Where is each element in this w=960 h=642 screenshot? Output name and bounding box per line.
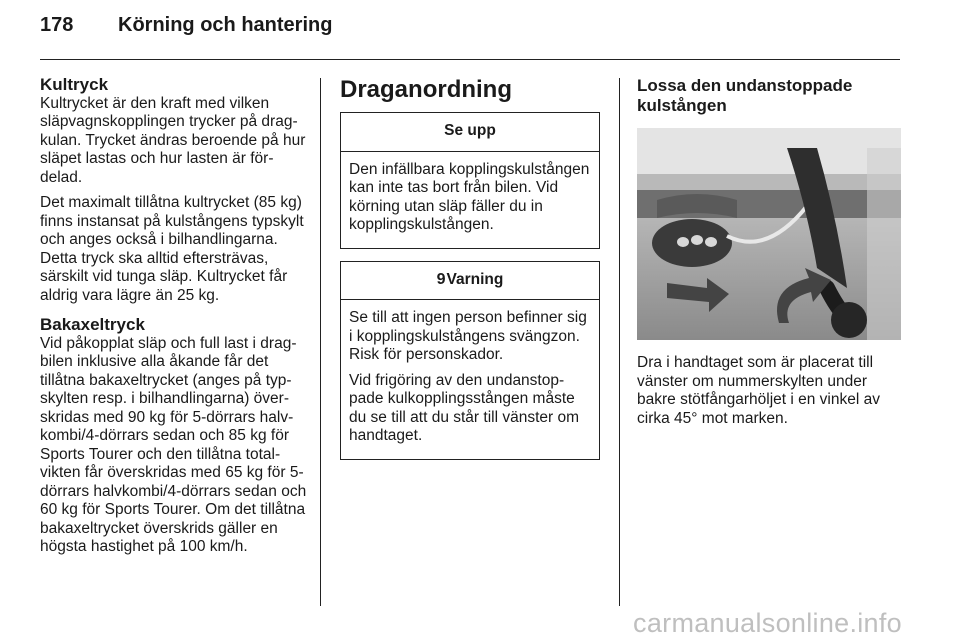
warning-text-2: Vid frigöring av den undanstoppade kulkopplingsstången måste du se till att du står till vänster om handtaget. — [349, 371, 580, 444]
warning-text-1: Se till att ingen person befinner sig i kopplingskulstångens svängzon. Risk för personskador. — [349, 309, 587, 363]
tow-bar-photo — [637, 128, 901, 340]
heading-kultryck: Kultryck — [40, 75, 109, 94]
page-title: Körning och hantering — [118, 14, 333, 36]
watermark: carmanualsonline.info — [633, 608, 902, 638]
caution-label: Se upp — [341, 113, 599, 152]
header-rule — [40, 59, 900, 60]
heading-bakaxeltryck: Bakaxeltryck — [40, 315, 145, 334]
page-number: 178 — [40, 14, 74, 36]
lossa-instruction-text: Dra i handtaget som är placerat till vänster om nummerskylten under bakre stötfångarhöljet i en vinkel av cirka 45° mot marken. — [637, 354, 880, 427]
column-divider-2 — [619, 78, 620, 606]
column-3 — [637, 76, 903, 435]
warning-icon: 9 — [436, 270, 446, 288]
kultryck-paragraph-1: Kultrycket är den kraft med vilken släpvagnskopplingen trycker på dragkulan. Trycket ändras beroende på hur släpet lastas och hur lasten är fördelad. — [40, 94, 306, 186]
column-divider-1 — [320, 78, 321, 606]
column-2 — [340, 76, 602, 460]
warning-label: Varning — [446, 270, 504, 288]
page-header — [40, 14, 332, 37]
column-1 — [40, 76, 308, 564]
heading-lossa-kulstang: Lossa den undanstoppade kulstången — [637, 76, 853, 115]
warning-box — [340, 261, 600, 460]
bakaxeltryck-paragraph: Vid påkopplat släp och full last i dragbilen inklusive alla åkande får det tillåtna bakaxeltrycket (anges på typskylten resp. i bilhandlingarna) överskridas med 90 kg för 5-dörrars halvkombi/4-dörrars sedan och 85 kg för Sports Tourer och den tillåtna totalvikten får överskridas med 65 kg för 5-dörrars halvkombi/4-dörrars sedan och 60 kg för Sports Tourer. Om det tillåtna bakaxeltrycket överskrids gäller en högsta hastighet på 100 km/h. — [40, 334, 307, 555]
warning-header — [341, 262, 599, 301]
caution-text: Den infällbara kopplingskulstången kan inte tas bort från bilen. Vid körning utan släp fäller du in kopplingskulstången. — [349, 160, 590, 233]
caution-box — [340, 112, 600, 249]
section-title-draganordning: Draganordning — [340, 76, 512, 103]
kultryck-paragraph-2: Det maximalt tillåtna kultrycket (85 kg) finns instansat på kulstångens typskylt och anges också i bilhandlingarna. Detta tryck ska alltid eftersträvas, särskilt vid tunga släp. Kultrycket får aldrig vara lägre än 25 kg. — [40, 194, 304, 304]
